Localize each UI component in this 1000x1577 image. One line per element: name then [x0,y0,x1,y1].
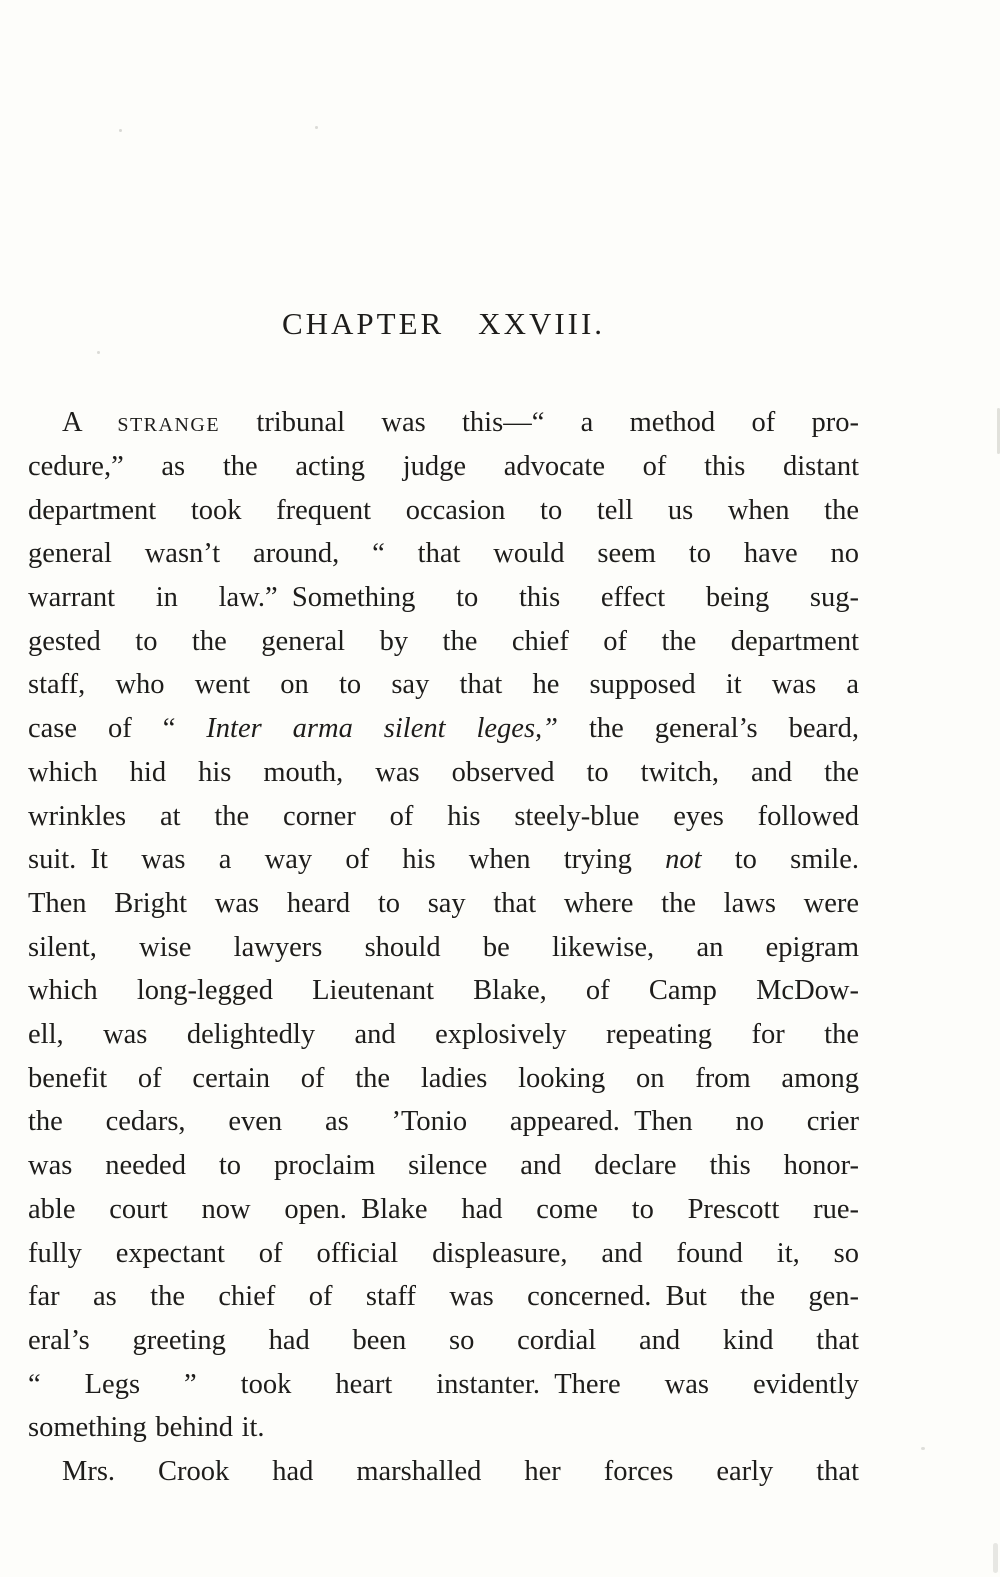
text-line [28,838,859,882]
text-line: which long-legged Lieutenant Blake, of Camp McDow- [28,975,859,1007]
text-line: benefit of certain of the ladies looking on from among [28,1062,859,1094]
text-line: eral’s greeting had been so cordial and kind that [28,1324,859,1356]
italic-word: not [665,844,702,876]
text-segment: to smile. [701,844,859,876]
text-line: department took frequent occasion to tell us when the [28,494,859,526]
text-column [28,0,859,1494]
text-line: Mrs. Crook had marshalled her forces early that [62,1456,859,1488]
text-line: able court now open. Blake had come to Prescott rue- [28,1193,859,1225]
text-line: which hid his mouth, was observed to twitch, and the [28,756,859,788]
text-segment: A [62,407,118,439]
text-line: general wasn’t around, “ that would seem to have no [28,538,859,570]
text-line: staff, who went on to say that he supposed it was a [28,669,859,701]
text-line: far as the chief of staff was concerned. But the gen- [28,1281,859,1313]
text-line: ell, was delightedly and explosively repeating for the [28,1019,859,1051]
text-segment: the general’s beard, [558,713,859,745]
text-line: “ Legs ” took heart instanter. There was evidently [28,1368,859,1400]
text-segment: suit. It was a way of his when trying [28,844,666,876]
text-line: fully expectant of official displeasure, and found it, so [28,1237,859,1269]
text-line: wrinkles at the corner of his steely-blue eyes followed [28,800,859,832]
text-line: Then Bright was heard to say that where the laws were [28,887,859,919]
text-line: the cedars, even as ’Tonio appeared. Then no crier [28,1106,859,1138]
text-line: was needed to proclaim silence and declare this honor- [28,1150,859,1182]
text-line: silent, wise lawyers should be likewise, an epigram [28,931,859,963]
text-line [28,401,859,445]
text-line: gested to the general by the chief of the department [28,625,859,657]
scan-speck [921,1447,925,1450]
chapter-heading: CHAPTER XXVIII. [281,306,606,341]
small-caps-word: strange [117,407,221,439]
italic-phrase: Inter arma silent leges,” [206,713,559,745]
text-segment: case of “ [28,713,207,745]
body-text [28,401,859,1494]
text-line [28,707,859,751]
text-line: something behind it. [28,1412,265,1444]
scan-edge-artifact [993,1543,998,1573]
text-line: warrant in law.” Something to this effect being sug- [28,582,859,613]
text-line: cedure,” as the acting judge advocate of this distant [28,450,859,482]
text-segment: tribunal was this—“ a method of pro- [220,407,860,439]
